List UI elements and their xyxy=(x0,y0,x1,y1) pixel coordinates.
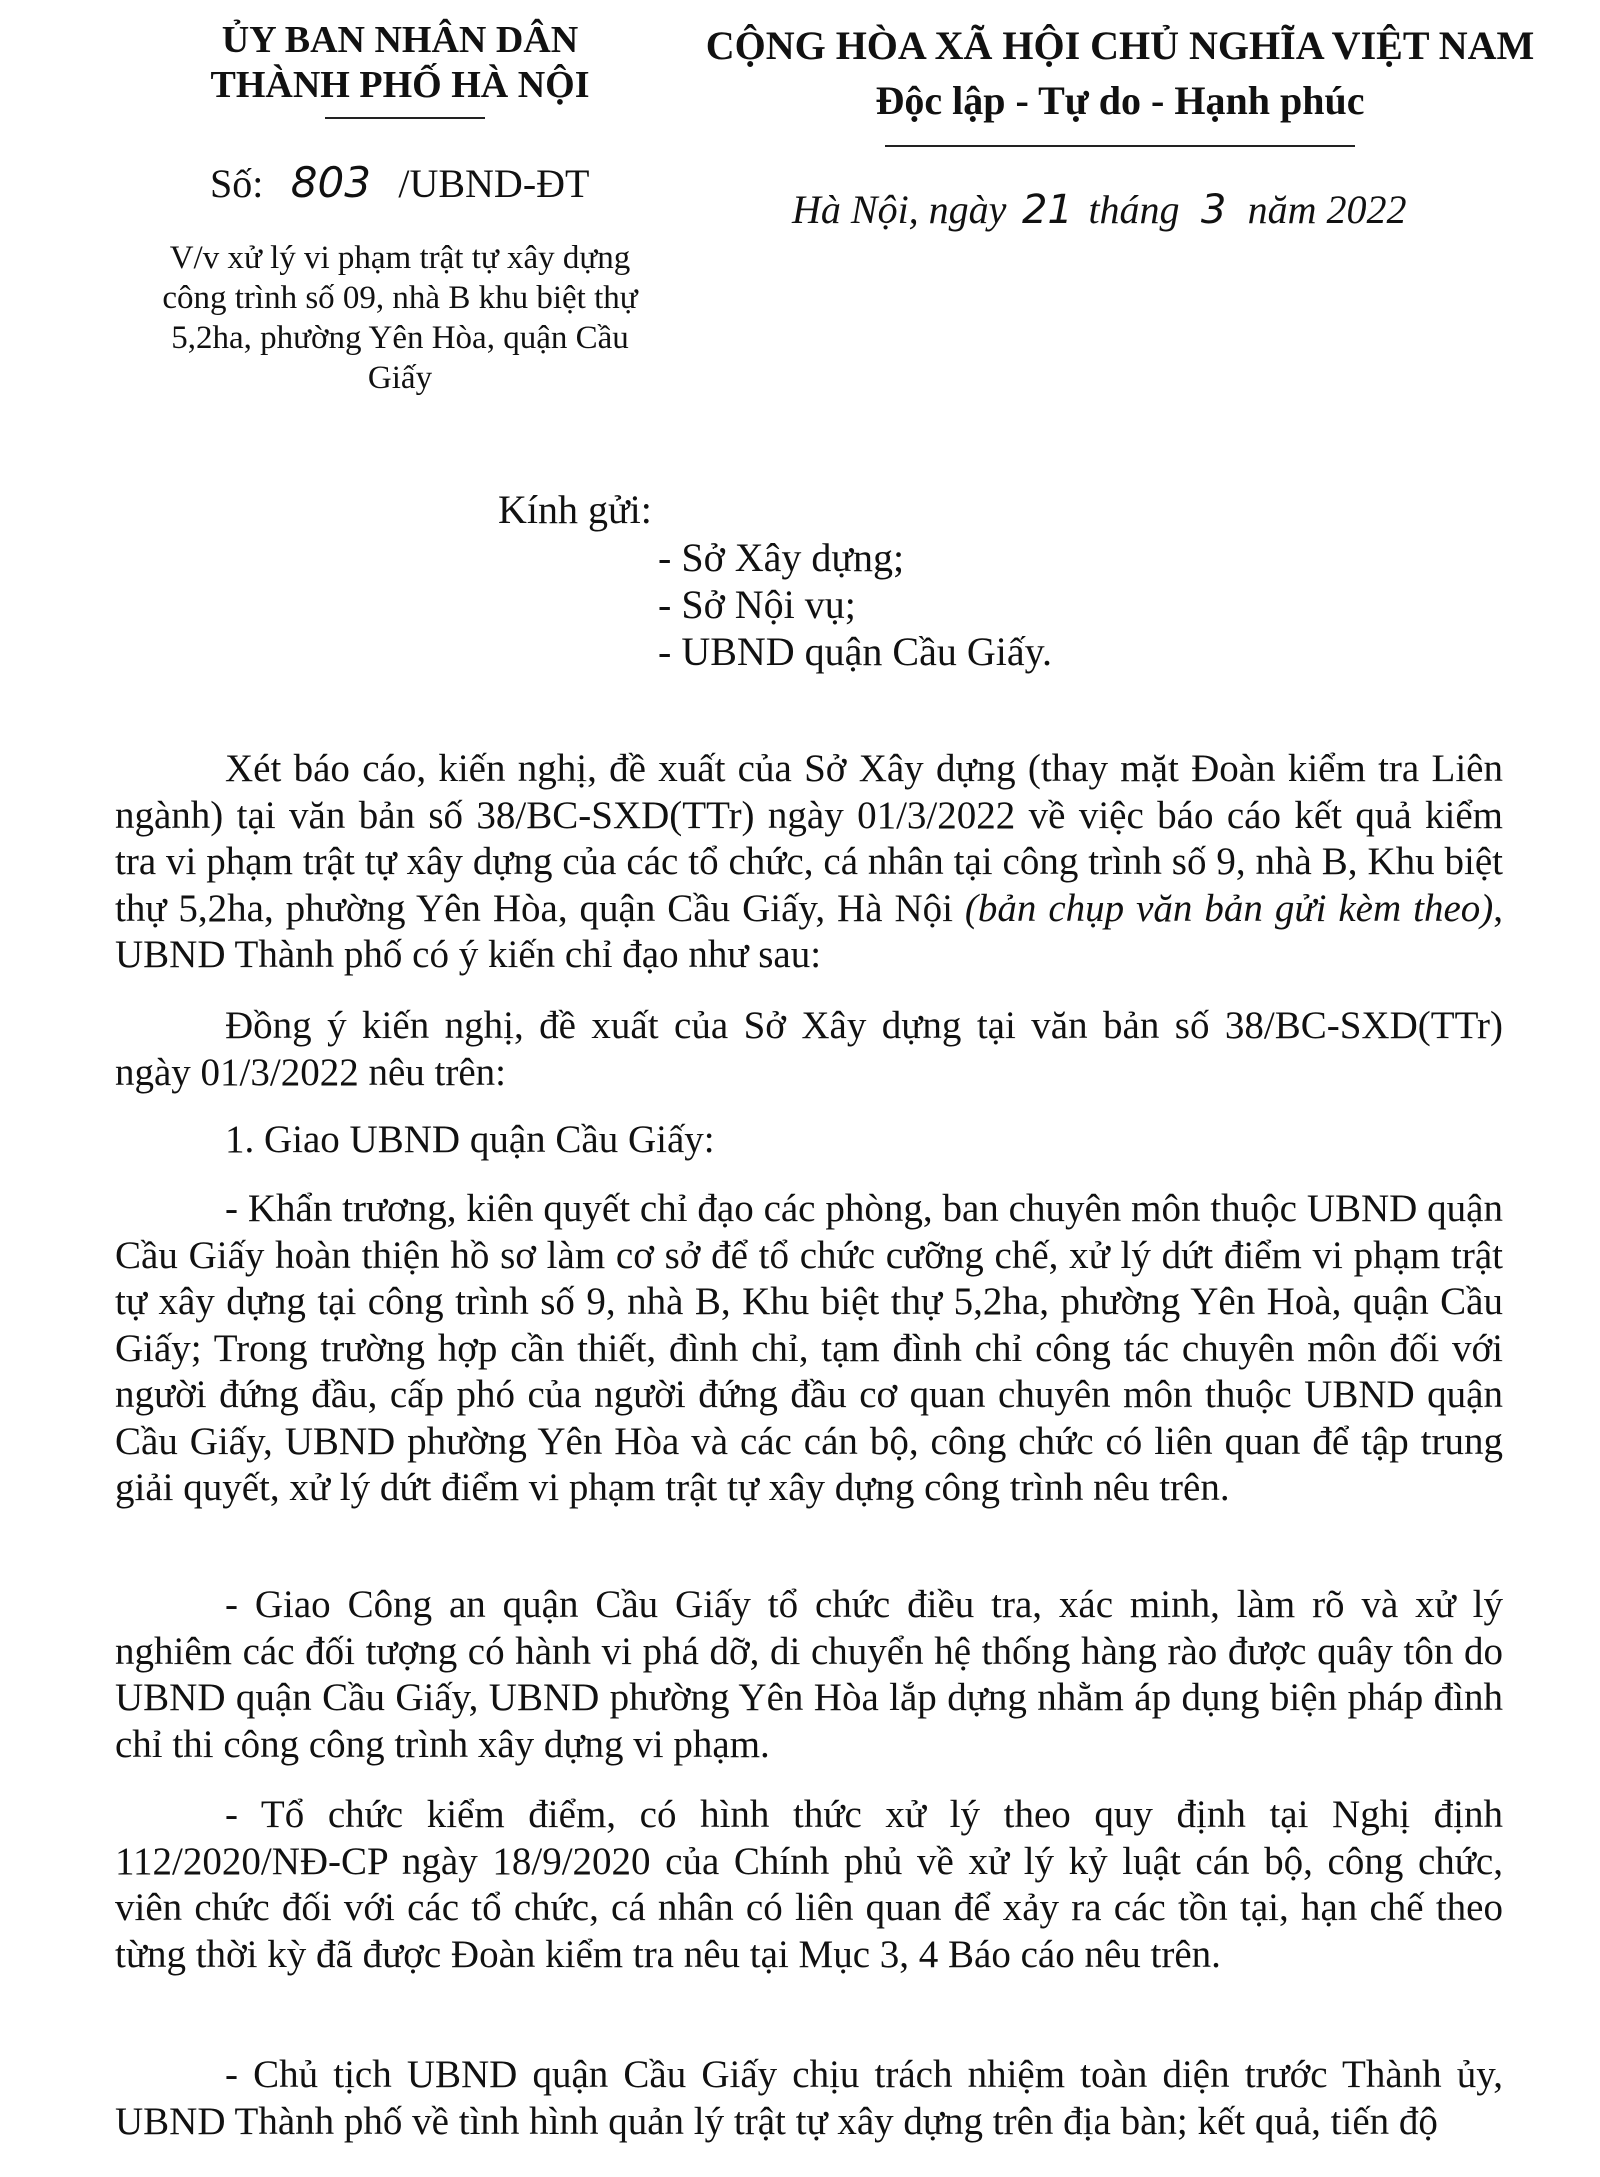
nation-title: CỘNG HÒA XÃ HỘI CHỦ NGHĨA VIỆT NAM xyxy=(705,23,1535,68)
subject-line: 5,2ha, phường Yên Hòa, quận Cầu xyxy=(171,320,629,356)
date-part3: năm 2022 xyxy=(1247,187,1407,232)
date-part2: tháng xyxy=(1088,187,1180,232)
motto-underline xyxy=(885,145,1355,147)
org-name-line1: ỦY BAN NHÂN DÂN xyxy=(221,19,579,61)
doc-no-prefix: Số: xyxy=(210,161,264,206)
subject-line: V/v xử lý vi phạm trật tự xây dựng xyxy=(169,240,631,276)
body-paragraph-6 xyxy=(115,1792,1503,1978)
p1-italic-note: (bản chụp văn bản gửi kèm theo) xyxy=(964,886,1494,930)
body-paragraph-1 xyxy=(115,746,1503,979)
p2-text: Đồng ý kiến nghị, đề xuất của Sở Xây dựng tại văn bản số 38/BC-SXD(TTr) ngày 01/3/2022 nêu trên: xyxy=(115,1004,1503,1094)
document-subject xyxy=(135,238,665,398)
p7-text: - Chủ tịch UBND quận Cầu Giấy chịu trách nhiệm toàn diện trước Thành ủy, UBND Thành phố về tình hình quản lý trật tự xây dựng trên địa bàn; kết quả, tiến độ xyxy=(115,2053,1503,2143)
document-date xyxy=(792,186,1572,233)
nation-motto: Độc lập - Tự do - Hạnh phúc xyxy=(875,78,1365,123)
date-part1: Hà Nội, ngày xyxy=(792,187,1007,232)
p4-text: - Khẩn trương, kiên quyết chỉ đạo các phòng, ban chuyên môn thuộc UBND quận Cầu Giấy hoàn thiện hồ sơ làm cơ sở để tổ chức cưỡng chế, xử lý dứt điểm vi phạm trật tự xây dựng tại công trình số 9, nhà B, Khu biệt thự 5,2ha, phường Yên Hoà, quận Cầu Giấy; Trong trường hợp cần thiết, đình chỉ, tạm đình chỉ công tác chuyên môn đối với người đứng đầu, cấp phó của người đứng đầu cơ quan chuyên môn thuộc UBND quận Cầu Giấy, UBND phường Yên Hòa và các cán bộ, công chức có liên quan để tập trung giải quyết, xử lý dứt điểm vi phạm trật tự xây dựng công trình nêu trên. xyxy=(115,1187,1503,1509)
p1-text-end: , UBND Thành phố có ý kiến chỉ đạo như sau: xyxy=(115,886,1503,976)
recipients-list xyxy=(658,534,1358,675)
p1-text: Xét báo cáo, kiến nghị, đề xuất của Sở Xây dựng (thay mặt Đoàn kiểm tra Liên ngành) tại văn bản số 38/BC-SXD(TTr) ngày 01/3/2022 về việc báo cáo kết quả kiểm tra vi phạm trật tự xây dựng của các tổ chức, cá nhân tại công trình số 9, nhà B, Khu biệt thự 5,2ha, phường Yên Hòa, quận Cầu Giấy, Hà Nội xyxy=(115,747,1503,930)
body-paragraph-4 xyxy=(115,1186,1503,1512)
recipient-item: - Sở Xây dựng; xyxy=(658,535,905,580)
recipient-item: - Sở Nội vụ; xyxy=(658,582,856,627)
org-underline xyxy=(325,117,485,119)
document-number xyxy=(210,158,640,207)
recipients-label: Kính gửi: xyxy=(498,487,652,532)
date-day: 21 xyxy=(1021,187,1073,233)
date-month: 3 xyxy=(1200,187,1227,233)
p3-text: 1. Giao UBND quận Cầu Giấy: xyxy=(225,1118,715,1161)
doc-no-suffix: /UBND-ĐT xyxy=(398,161,590,206)
subject-line: Giấy xyxy=(367,360,433,396)
body-paragraph-5 xyxy=(115,1582,1503,1768)
org-name-line2: THÀNH PHỐ HÀ NỘI xyxy=(210,64,590,106)
body-paragraph-3 xyxy=(115,1117,1503,1164)
p6-text: - Tổ chức kiểm điểm, có hình thức xử lý theo quy định tại Nghị định 112/2020/NĐ-CP ngày 18/9/2020 của Chính phủ về xử lý kỷ luật cán bộ, công chức, viên chức đối với các tổ chức, cá nhân có liên quan để xảy ra các tồn tại, hạn chế theo từng thời kỳ đã được Đoàn kiểm tra nêu tại Mục 3, 4 Báo cáo nêu trên. xyxy=(115,1793,1503,1976)
subject-line: công trình số 09, nhà B khu biệt thự xyxy=(162,280,638,316)
body-paragraph-2 xyxy=(115,1003,1503,1096)
recipient-item: - UBND quận Cầu Giấy. xyxy=(658,629,1053,674)
doc-no-value: 803 xyxy=(290,158,371,207)
body-paragraph-7 xyxy=(115,2052,1503,2145)
p5-text: - Giao Công an quận Cầu Giấy tổ chức điều tra, xác minh, làm rõ và xử lý nghiêm các đối tượng có hành vi phá dỡ, di chuyển hệ thống hàng rào được quây tôn do UBND quận Cầu Giấy, UBND phường Yên Hòa lắp dựng nhằm áp dụng biện pháp đình chỉ thi công công trình xây dựng vi phạm. xyxy=(115,1583,1503,1766)
